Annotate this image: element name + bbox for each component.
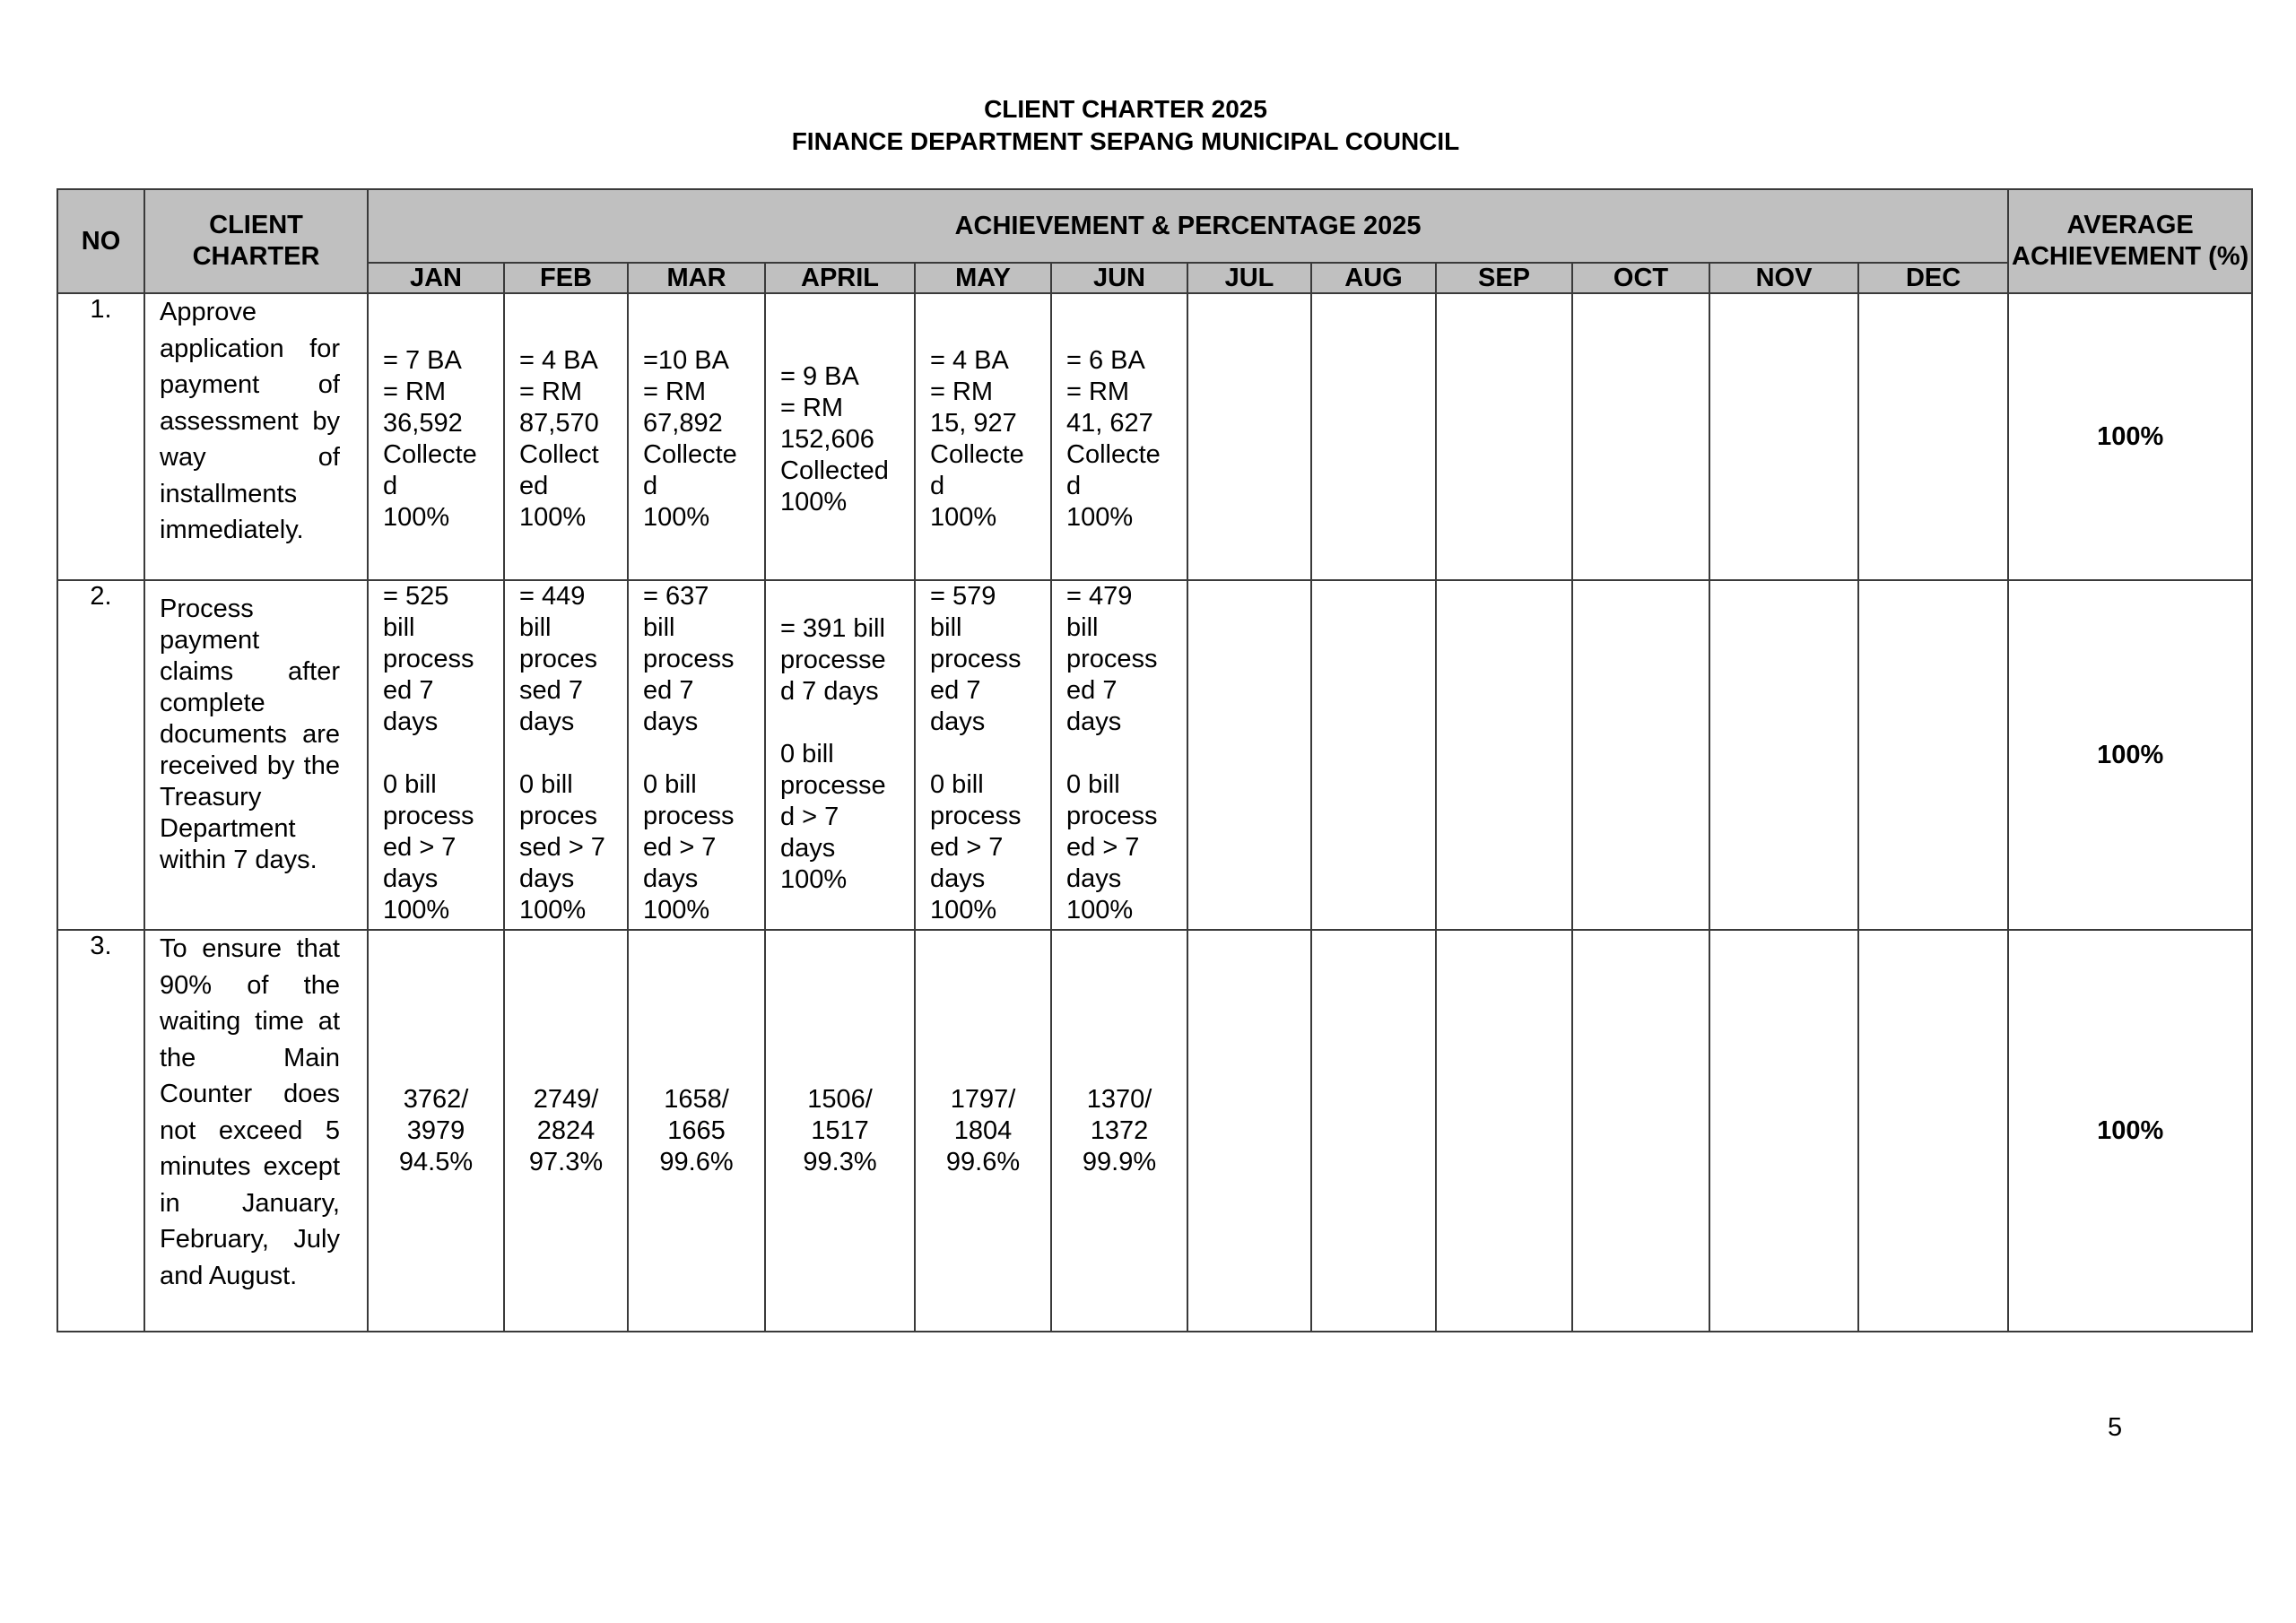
header-month-oct: OCT xyxy=(1572,263,1709,293)
month-cell xyxy=(1572,930,1709,1332)
title-line-2: FINANCE DEPARTMENT SEPANG MUNICIPAL COUNCIL xyxy=(791,127,1460,155)
month-cell xyxy=(1709,930,1858,1332)
average-achievement: 100% xyxy=(2008,930,2252,1332)
header-month-dec: DEC xyxy=(1858,263,2008,293)
header-month-feb: FEB xyxy=(504,263,628,293)
table-row xyxy=(57,580,2252,930)
month-cell xyxy=(1858,930,2008,1332)
row-number: 3. xyxy=(57,930,144,1332)
month-cell: 1506/ 1517 99.3% xyxy=(765,930,915,1332)
header-month-sep: SEP xyxy=(1436,263,1572,293)
charter-description: To ensure that 90% of the waiting time at the Main Counter does not exceed 5 minutes except in January, February, July and August. xyxy=(144,930,368,1332)
month-cell xyxy=(1436,293,1572,580)
header-month-april: APRIL xyxy=(765,263,915,293)
month-cell xyxy=(1311,580,1436,930)
month-cell: = 6 BA = RM 41, 627 Collecte d 100% xyxy=(1051,293,1187,580)
average-achievement: 100% xyxy=(2008,580,2252,930)
month-cell: = 391 bill processe d 7 days 0 bill processe d > 7 days 100% xyxy=(765,580,915,930)
month-cell xyxy=(1858,580,2008,930)
charter-description: Process payment claims after complete documents are received by the Treasury Department within 7 days. xyxy=(144,580,368,930)
row-number: 2. xyxy=(57,580,144,930)
header-month-jan: JAN xyxy=(368,263,504,293)
title-line-1: CLIENT CHARTER 2025 xyxy=(984,95,1267,123)
month-cell xyxy=(1311,930,1436,1332)
month-cell xyxy=(1858,293,2008,580)
average-achievement: 100% xyxy=(2008,293,2252,580)
table-row xyxy=(57,293,2252,580)
header-month-nov: NOV xyxy=(1709,263,1858,293)
month-cell xyxy=(1709,293,1858,580)
month-cell: =10 BA = RM 67,892 Collecte d 100% xyxy=(628,293,765,580)
header-month-jun: JUN xyxy=(1051,263,1187,293)
month-cell: 3762/ 3979 94.5% xyxy=(368,930,504,1332)
month-cell: 1797/ 1804 99.6% xyxy=(915,930,1051,1332)
header-average: AVERAGE ACHIEVEMENT (%) xyxy=(2008,189,2252,293)
month-cell xyxy=(1709,580,1858,930)
page-number: 5 xyxy=(2108,1413,2123,1442)
month-cell xyxy=(1311,293,1436,580)
month-cell: = 9 BA = RM 152,606 Collected 100% xyxy=(765,293,915,580)
month-cell xyxy=(1436,580,1572,930)
month-cell xyxy=(1572,580,1709,930)
month-cell: = 4 BA = RM 15, 927 Collecte d 100% xyxy=(915,293,1051,580)
month-cell: = 4 BA = RM 87,570 Collect ed 100% xyxy=(504,293,628,580)
month-cell: = 7 BA = RM 36,592 Collecte d 100% xyxy=(368,293,504,580)
header-achievement: ACHIEVEMENT & PERCENTAGE 2025 xyxy=(368,189,2008,263)
month-cell xyxy=(1436,930,1572,1332)
month-cell xyxy=(1572,293,1709,580)
month-cell: = 479 bill process ed 7 days 0 bill process ed > 7 days 100% xyxy=(1051,580,1187,930)
month-cell: = 637 bill process ed 7 days 0 bill process ed > 7 days 100% xyxy=(628,580,765,930)
header-month-aug: AUG xyxy=(1311,263,1436,293)
month-cell xyxy=(1187,930,1311,1332)
client-charter-table xyxy=(57,188,2253,1332)
table-row xyxy=(57,930,2252,1332)
month-cell: 1658/ 1665 99.6% xyxy=(628,930,765,1332)
month-cell: 1370/ 1372 99.9% xyxy=(1051,930,1187,1332)
month-cell xyxy=(1187,580,1311,930)
header-month-jul: JUL xyxy=(1187,263,1311,293)
header-month-may: MAY xyxy=(915,263,1051,293)
document-title xyxy=(0,93,2251,158)
month-cell: = 525 bill process ed 7 days 0 bill process ed > 7 days 100% xyxy=(368,580,504,930)
month-cell: 2749/ 2824 97.3% xyxy=(504,930,628,1332)
row-number: 1. xyxy=(57,293,144,580)
month-cell: = 579 bill process ed 7 days 0 bill process ed > 7 days 100% xyxy=(915,580,1051,930)
header-no: NO xyxy=(57,189,144,293)
header-client-charter: CLIENT CHARTER xyxy=(144,189,368,293)
month-cell xyxy=(1187,293,1311,580)
charter-description: Approve application for payment of assessment by way of installments immediately. xyxy=(144,293,368,580)
month-cell: = 449 bill proces sed 7 days 0 bill proces sed > 7 days 100% xyxy=(504,580,628,930)
header-month-mar: MAR xyxy=(628,263,765,293)
